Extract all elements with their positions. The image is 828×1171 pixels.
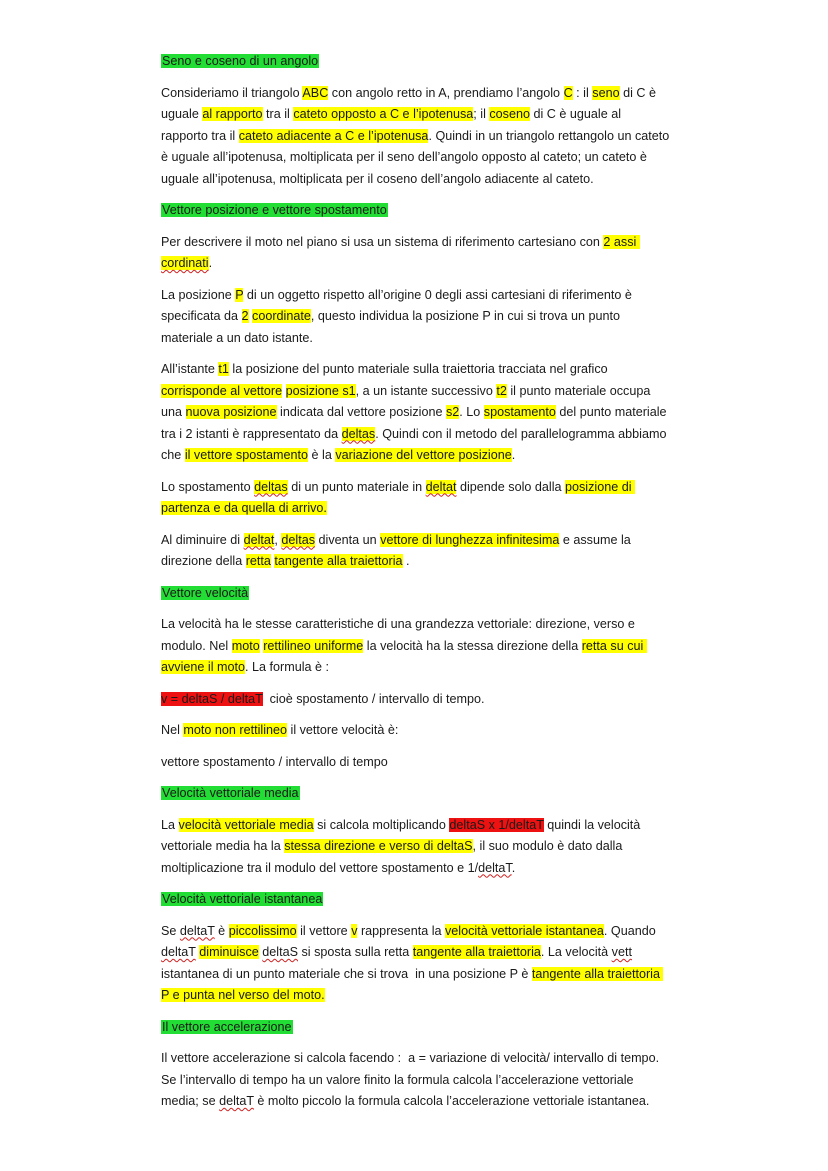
text-run: Il vettore accelerazione si calcola facendo : a = variazione di velocità/ intervallo di tempo. Se l’intervallo di tempo ha un valore finito la formula calcola l’accelerazione vettoriale media; se [161, 1051, 663, 1108]
highlighted-text: tangente alla traiettoria [412, 945, 541, 959]
highlighted-text: deltas [254, 479, 288, 494]
text-run: : il [572, 85, 593, 100]
text-run: istantanea di un punto materiale che si trova in una posizione P è [161, 945, 636, 981]
text-run: dipende solo dalla [456, 479, 565, 494]
text-run: cioè spostamento / intervallo di tempo. [262, 691, 485, 706]
text-run: deltaS [262, 945, 298, 959]
text-run: . Quando [603, 923, 660, 938]
highlighted-text: il vettore spostamento [184, 448, 309, 462]
text-run: . La formula è : [245, 660, 329, 674]
highlighted-text: ABC [302, 85, 329, 100]
text-run: quindi la velocità vettoriale media ha la [161, 817, 644, 853]
text-run: Consideriamo il triangolo [161, 85, 303, 100]
text-run: vettore spostamento / intervallo di tempo [161, 754, 388, 769]
highlighted-text: deltas [341, 426, 376, 441]
text-run: . [511, 448, 516, 462]
text-run: di un oggetto rispetto all’origine 0 degli assi cartesiani di riferimento è specificata da [161, 287, 636, 323]
text-run: è la [308, 448, 336, 462]
highlighted-text: v [351, 923, 358, 938]
highlighted-text: corrisponde al vettore [161, 383, 283, 398]
highlighted-text: C [563, 85, 573, 100]
paragraph [161, 477, 671, 520]
highlighted-text: vettore di lunghezza infinitesima [380, 532, 560, 547]
text-run: vett [611, 945, 632, 959]
paragraph [161, 921, 671, 1007]
highlighted-text: variazione del vettore posizione [335, 448, 512, 462]
paragraph [161, 285, 671, 350]
text-run: di C è uguale [161, 85, 660, 121]
paragraph [161, 815, 671, 880]
text-run: . La velocità [540, 945, 612, 959]
text-run: deltaT [161, 945, 196, 959]
text-run: di C è uguale al rapporto tra il [161, 107, 625, 143]
highlighted-text: retta [245, 554, 271, 568]
highlighted-text: piccolissimo [228, 923, 297, 938]
text-run: si calcola moltiplicando [313, 817, 450, 832]
text-run: . [511, 860, 516, 875]
text-run: All’istante [161, 362, 219, 376]
highlighted-text: posizione di partenza e da quella di arrivo. [161, 479, 636, 515]
text-run: è molto piccolo la formula calcola l’accelerazione vettoriale istantanea. [253, 1094, 650, 1108]
section-heading [161, 583, 671, 605]
highlighted-text: deltas [281, 532, 316, 547]
text-run: diventa un [315, 532, 381, 547]
section-heading-text: Velocità vettoriale media [162, 786, 299, 800]
highlighted-text: moto non rettilineo [183, 723, 288, 737]
text-run: rappresenta la [357, 923, 445, 938]
paragraph [161, 232, 671, 275]
highlighted-text: tangente alla traiettoria P e punta nel verso del moto. [161, 966, 664, 1002]
section-heading [161, 51, 671, 73]
highlighted-text: moto [231, 638, 260, 653]
highlighted-text: stessa direzione e verso di deltaS [284, 839, 473, 853]
highlighted-text: t1 [218, 362, 229, 376]
text-run: con angolo retto in A, prendiamo l’angolo [328, 85, 564, 100]
highlighted-text: deltaS x 1/deltaT [449, 817, 544, 832]
text-run: deltaT [179, 923, 215, 938]
section-heading [161, 200, 671, 222]
text-run: indicata dal vettore posizione [276, 405, 446, 419]
text-run: Se [161, 923, 180, 938]
highlighted-text: spostamento [483, 405, 556, 419]
section-heading [161, 1017, 671, 1039]
text-run: , [274, 532, 282, 547]
highlighted-text: diminuisce [199, 945, 259, 959]
highlighted-text: s2 [445, 405, 460, 419]
text-run: , questo individua la posizione P in cui si trova un punto materiale a un dato istante. [161, 309, 624, 345]
paragraph [161, 83, 671, 191]
text-run: e assume la direzione della [161, 532, 635, 568]
highlighted-text: velocità vettoriale istantanea [445, 923, 604, 938]
text-run: il vettore velocità è: [287, 723, 399, 737]
text-run: il vettore [296, 923, 352, 938]
highlighted-text: 2 [241, 309, 249, 323]
paragraph [161, 1048, 671, 1113]
highlighted-text: retta su cui avviene il moto [161, 638, 647, 674]
text-run: . Quindi in un triangolo rettangolo un cateto è uguale all’ipotenusa, moltiplicata per il seno dell’angolo opposto al cateto; un cateto è uguale all’ipotenusa, moltiplicata per il coseno dell’angolo adiacente al cateto. [161, 128, 673, 186]
text-run: deltaT [478, 860, 512, 875]
highlighted-text: velocità vettoriale media [178, 817, 314, 832]
text-run: La [161, 817, 179, 832]
paragraph [161, 359, 671, 467]
highlighted-text: tangente alla traiettoria [274, 554, 403, 568]
section-heading-text: Vettore posizione e vettore spostamento [162, 203, 387, 217]
highlighted-text: t2 [496, 383, 507, 398]
text-run: . Quindi con il metodo del parallelogramma abbiamo che [161, 426, 670, 462]
paragraph [161, 530, 671, 573]
text-run: Al diminuire di [161, 532, 244, 547]
section-heading-text: Seno e coseno di un angolo [162, 54, 319, 68]
text-run: ; il [473, 107, 490, 121]
highlighted-text: al rapporto [202, 107, 263, 121]
section-heading-text: Il vettore accelerazione [162, 1019, 292, 1034]
text-run: . Lo [459, 405, 484, 419]
highlighted-text: rettilineo uniforme [263, 638, 364, 653]
text-run: deltaT [219, 1094, 254, 1108]
text-run: Lo spostamento [161, 479, 255, 494]
text-run: del punto materiale tra i 2 istanti è rappresentato da [161, 405, 671, 441]
text-run: La posizione [161, 287, 236, 302]
text-run: la posizione del punto materiale sulla traiettoria tracciata nel grafico [228, 362, 612, 376]
section-heading-text: Velocità vettoriale istantanea [162, 892, 323, 906]
text-run: . [402, 554, 410, 568]
text-run: tra il [262, 107, 294, 121]
paragraph [161, 752, 671, 774]
text-run: di un punto materiale in [287, 479, 426, 494]
highlighted-text: cateto adiacente a C e l’ipotenusa [238, 128, 429, 143]
paragraph [161, 689, 671, 711]
highlighted-text: cordinati [161, 256, 209, 270]
document-page [161, 51, 671, 1123]
highlighted-text: P [235, 287, 244, 302]
highlighted-text: deltat [243, 532, 275, 547]
highlighted-text: coseno [489, 107, 530, 121]
text-run: . [208, 256, 213, 270]
highlighted-text: 2 assi [603, 234, 640, 249]
highlighted-text: cateto opposto a C e l’ipotenusa [293, 107, 474, 121]
text-run: Per descrivere il moto nel piano si usa un sistema di riferimento cartesiano con [161, 234, 604, 249]
paragraph [161, 720, 671, 742]
text-run: la velocità ha la stessa direzione della [363, 638, 582, 653]
text-run: , a un istante successivo [355, 383, 497, 398]
text-run: , il suo modulo è dato dalla moltiplicazione tra il modulo del vettore spostamento e 1/ [161, 839, 626, 875]
highlighted-text: coordinate [252, 309, 311, 323]
highlighted-text: deltat [425, 479, 457, 494]
highlighted-text: nuova posizione [185, 405, 277, 419]
text-run: La velocità ha le stesse caratteristiche di una grandezza vettoriale: direzione, verso e modulo. Nel [161, 617, 639, 653]
text-run: si sposta sulla retta [298, 945, 413, 959]
highlighted-text: v = deltaS / deltaT [161, 691, 263, 706]
paragraph [161, 614, 671, 679]
text-run: il punto materiale occupa una [161, 383, 654, 419]
highlighted-text: posizione s1 [285, 383, 356, 398]
text-run: Nel [161, 723, 184, 737]
section-heading-text: Vettore velocità [162, 585, 249, 600]
highlighted-text: seno [592, 85, 620, 100]
section-heading [161, 889, 671, 911]
section-heading [161, 783, 671, 805]
text-run: è [214, 923, 229, 938]
